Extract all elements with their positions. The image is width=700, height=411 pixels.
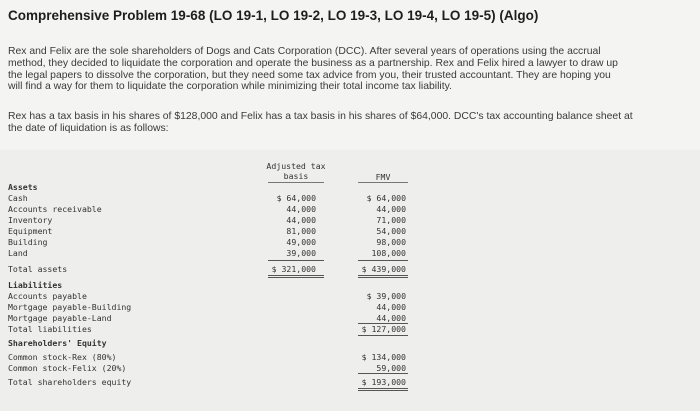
liabilities-heading: Liabilities: [8, 280, 63, 290]
problem-title: Comprehensive Problem 19-68 (LO 19-1, LO 19-2, LO 19-3, LO 19-4, LO 19-5) (Algo): [8, 8, 539, 23]
basis-value: 44,000: [286, 215, 316, 225]
subtotal-rule: [268, 260, 324, 261]
row-label: Inventory: [8, 215, 53, 225]
text-line: the legal papers to dissolve the corporation, but they need some tax advice from you, their trusted accountant. They are hoping you: [8, 69, 611, 81]
total-assets-basis: $ 321,000: [271, 264, 316, 274]
basis-value: 81,000: [286, 226, 316, 236]
header-underline: [268, 182, 324, 183]
assets-heading: Assets: [8, 182, 38, 192]
basis-value: 44,000: [286, 204, 316, 214]
fmv-value: 98,000: [376, 237, 406, 247]
subtotal-rule: [358, 373, 408, 374]
row-label: Common stock-Rex (80%): [8, 352, 117, 362]
basis-value: 39,000: [286, 248, 316, 258]
row-label: Land: [8, 248, 28, 258]
fmv-value: 44,000: [376, 313, 406, 323]
total-liabilities-label: Total liabilities: [8, 324, 92, 334]
basis-value: $ 64,000: [276, 193, 316, 203]
total-liabilities-fmv: $ 127,000: [361, 324, 406, 334]
text-line: the date of liquidation is as follows:: [8, 122, 169, 134]
fmv-value: 44,000: [376, 302, 406, 312]
fmv-value: 71,000: [376, 215, 406, 225]
fmv-value: $ 134,000: [361, 352, 406, 362]
header-underline: [358, 182, 408, 183]
total-assets-fmv: $ 439,000: [361, 264, 406, 274]
text-line: Rex and Felix are the sole shareholders of Dogs and Cats Corporation (DCC). After several years of operations using the accrual: [8, 46, 601, 57]
fmv-value: 44,000: [376, 204, 406, 214]
fmv-value: $ 39,000: [366, 291, 406, 301]
row-label: Accounts payable: [8, 291, 87, 301]
equity-heading: Shareholders' Equity: [8, 338, 107, 348]
double-rule: [268, 275, 324, 276]
total-equity-label: Total shareholders equity: [8, 377, 132, 387]
double-rule: [358, 277, 408, 278]
header-line: basis: [283, 171, 309, 181]
fmv-value: 59,000: [376, 363, 406, 373]
fmv-header: FMV: [375, 172, 391, 182]
row-label: Common stock-Felix (20%): [8, 363, 127, 373]
double-rule: [358, 388, 408, 389]
intro-paragraph: [8, 46, 683, 93]
text-line: will find a way for them to liquidate the corporation while minimizing their total income tax liability.: [8, 81, 452, 93]
double-rule: [358, 390, 408, 391]
fmv-value: 54,000: [376, 226, 406, 236]
text-line: Rex has a tax basis in his shares of $128,000 and Felix has a tax basis in his shares of $64,000. DCC's tax accounting balance sheet at: [8, 111, 633, 122]
header-line: Adjusted tax: [266, 161, 326, 171]
double-rule: [358, 275, 408, 276]
fmv-value: $ 64,000: [366, 193, 406, 203]
basis-value: 49,000: [286, 237, 316, 247]
basis-paragraph: [8, 111, 683, 135]
text-line: method, they decided to liquidate the corporation and operate the business as a partnership. Rex and Felix hired a lawyer to draw up: [8, 57, 618, 69]
row-label: Cash: [8, 193, 28, 203]
row-label: Equipment: [8, 226, 53, 236]
total-rule: [358, 335, 408, 336]
subtotal-rule: [358, 260, 408, 261]
row-label: Accounts receivable: [8, 204, 102, 214]
row-label: Mortgage payable-Building: [8, 302, 132, 312]
total-assets-label: Total assets: [8, 264, 68, 274]
total-equity-fmv: $ 193,000: [361, 377, 406, 387]
double-rule: [268, 277, 324, 278]
adjusted-basis-header: [256, 161, 336, 181]
fmv-value: 108,000: [371, 248, 406, 258]
row-label: Building: [8, 237, 48, 247]
row-label: Mortgage payable-Land: [8, 313, 112, 323]
